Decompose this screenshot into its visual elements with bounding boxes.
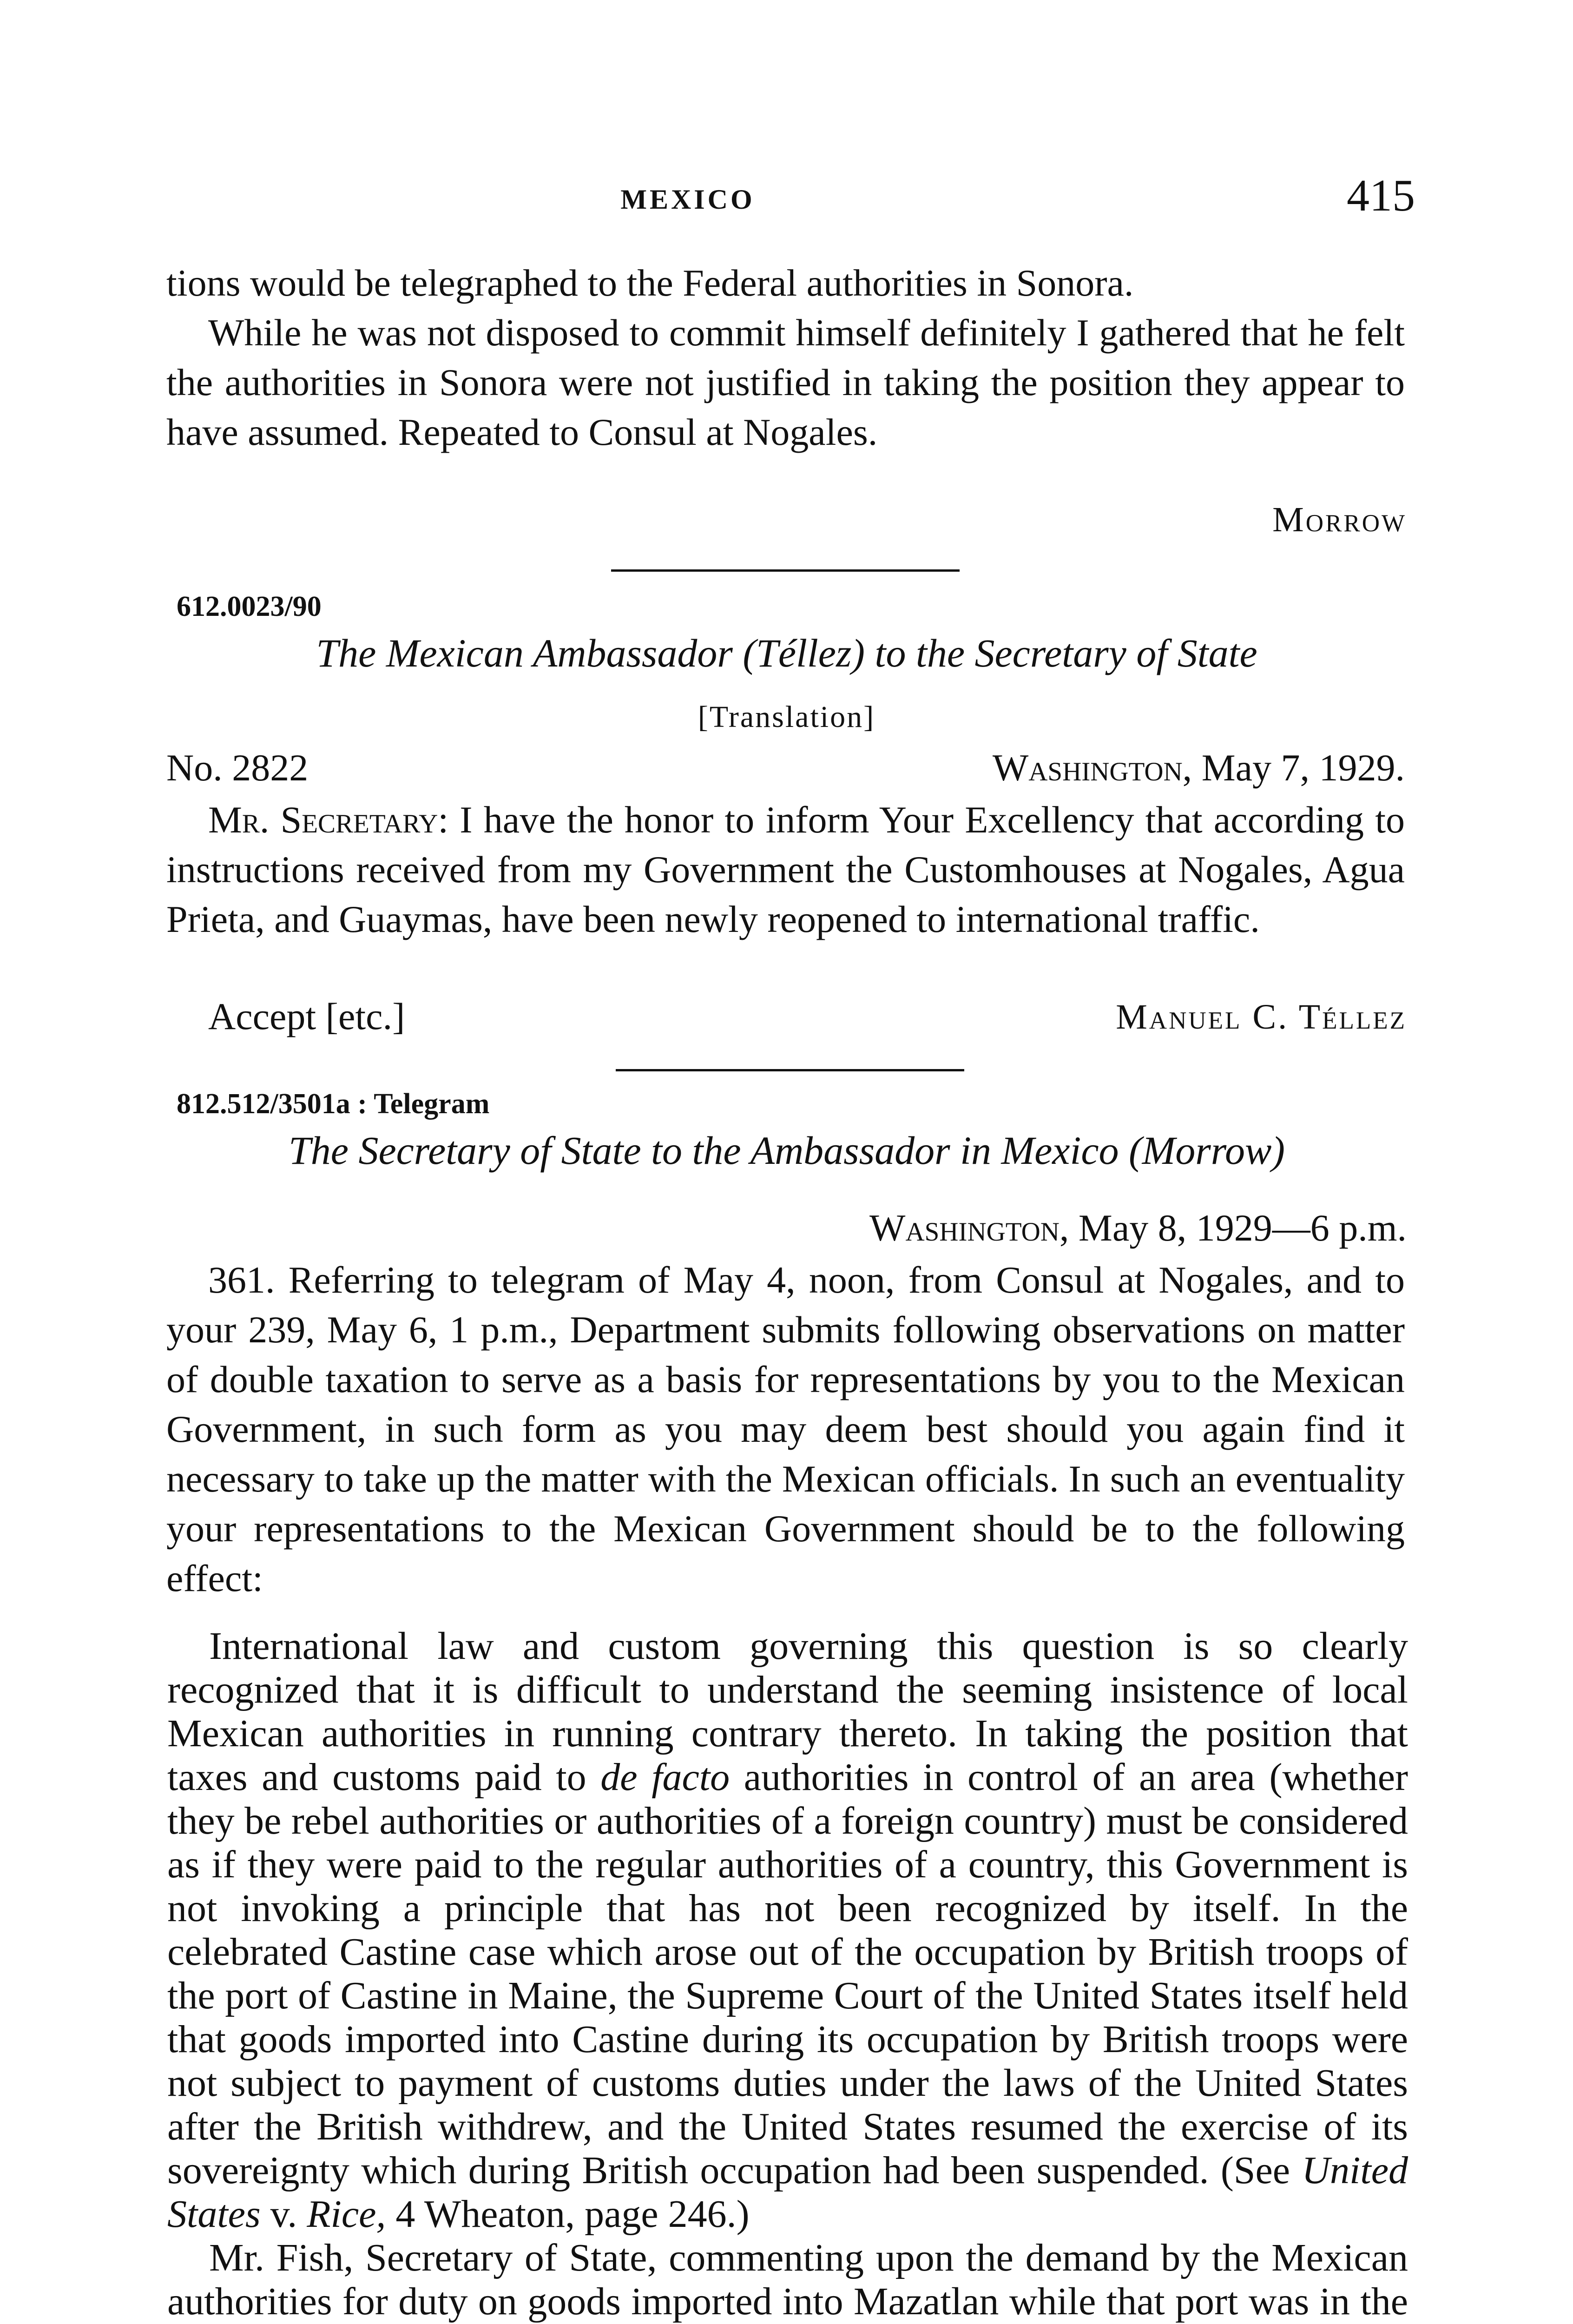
place: Washington, bbox=[992, 746, 1192, 789]
case-party: Rice, bbox=[307, 2192, 386, 2236]
continuation-text bbox=[166, 258, 1405, 457]
date: May 8, 1929—6 p.m. bbox=[1078, 1207, 1407, 1249]
signature-tellez: Manuel C. Téllez bbox=[1116, 997, 1407, 1037]
quoted-passage: International law and custom governing this question is so clearly recognized that it is difficult to understand the seeming insistence of local Mexican authorities in running contrary thereto. In taking the position that taxes and customs paid to de facto authorities in control of an area (whether they be rebel authorities or authorities of a foreign country) must be considered as if they were paid to the regular authorities of a country, this Government is not invoking a principle that has not been recognized by itself. In the celebrated Castine case which arose out of the occupation by British troops of the port of Castine in Maine, the Supreme Court of the United States itself held that goods imported into Castine during its occupation by British troops were not subject to payment of customs duties under the laws of the United States after the British withdrew, and the United States resumed the exercise of its sovereignty which during British occupation had been suspended. (See United States v. Rice, 4 Wheaton, page 246.) Mr. Fish, Secretary of State, commenting upon the demand by the Mexican authorities for duty on goods imported into Mazatlan while that port was in the bbox=[167, 1624, 1408, 2323]
letter-text: I have the honor to inform Your Excellency that according to instructions received from my Government the Customhouses at Nogales, Agua Prieta, and Guaymas, have been newly reopened to international traffic. bbox=[166, 799, 1405, 940]
place: Washington, bbox=[869, 1207, 1069, 1249]
page-number: 415 bbox=[1347, 171, 1415, 221]
date: May 7, 1929. bbox=[1201, 746, 1405, 789]
place-date bbox=[993, 746, 1405, 790]
closing: Accept [etc.] bbox=[208, 995, 405, 1037]
file-reference: 612.0023/90 bbox=[177, 591, 322, 622]
case-name: United States bbox=[167, 2149, 1408, 2236]
running-title: MEXICO bbox=[620, 184, 755, 215]
letter-body bbox=[166, 795, 1405, 944]
file-reference: 812.512/3501a : Telegram bbox=[177, 1088, 490, 1120]
salutation: Mr. Secretary: bbox=[208, 799, 449, 841]
document-title: The Secretary of State to the Ambassador in Mexico (Morrow) bbox=[288, 1128, 1285, 1173]
continuation-line: tions would be telegraphed to the Federal authorities in Sonora. bbox=[166, 262, 1134, 304]
signature-morrow: Morrow bbox=[1272, 500, 1407, 539]
section-divider bbox=[611, 569, 960, 572]
section-divider bbox=[616, 1069, 964, 1071]
dateline bbox=[166, 746, 1405, 790]
telegram-body: 361. Referring to telegram of May 4, noon, from Consul at Nogales, and to your 239, May 6, 1 p.m., Department submits following observations on matter of double taxation to serve as a basis for representations by you to the Mexican Government, in such form as you may deem best should you again find it necessary to take up the matter with the Mexican officials. In such an eventuality your representations to the Mexican Government should be to the following effect: bbox=[166, 1259, 1405, 1599]
translation-note: [Translation] bbox=[698, 700, 875, 734]
document-number: No. 2822 bbox=[166, 746, 309, 789]
document-title: The Mexican Ambassador (Téllez) to the Secretary of State bbox=[316, 631, 1257, 675]
continuation-paragraph: While he was not disposed to commit himself definitely I gathered that he felt the authorities in Sonora were not justified in taking the position they appear to have assumed. Repeated to Consul at Nogales. bbox=[166, 311, 1405, 453]
place-date bbox=[869, 1206, 1407, 1250]
